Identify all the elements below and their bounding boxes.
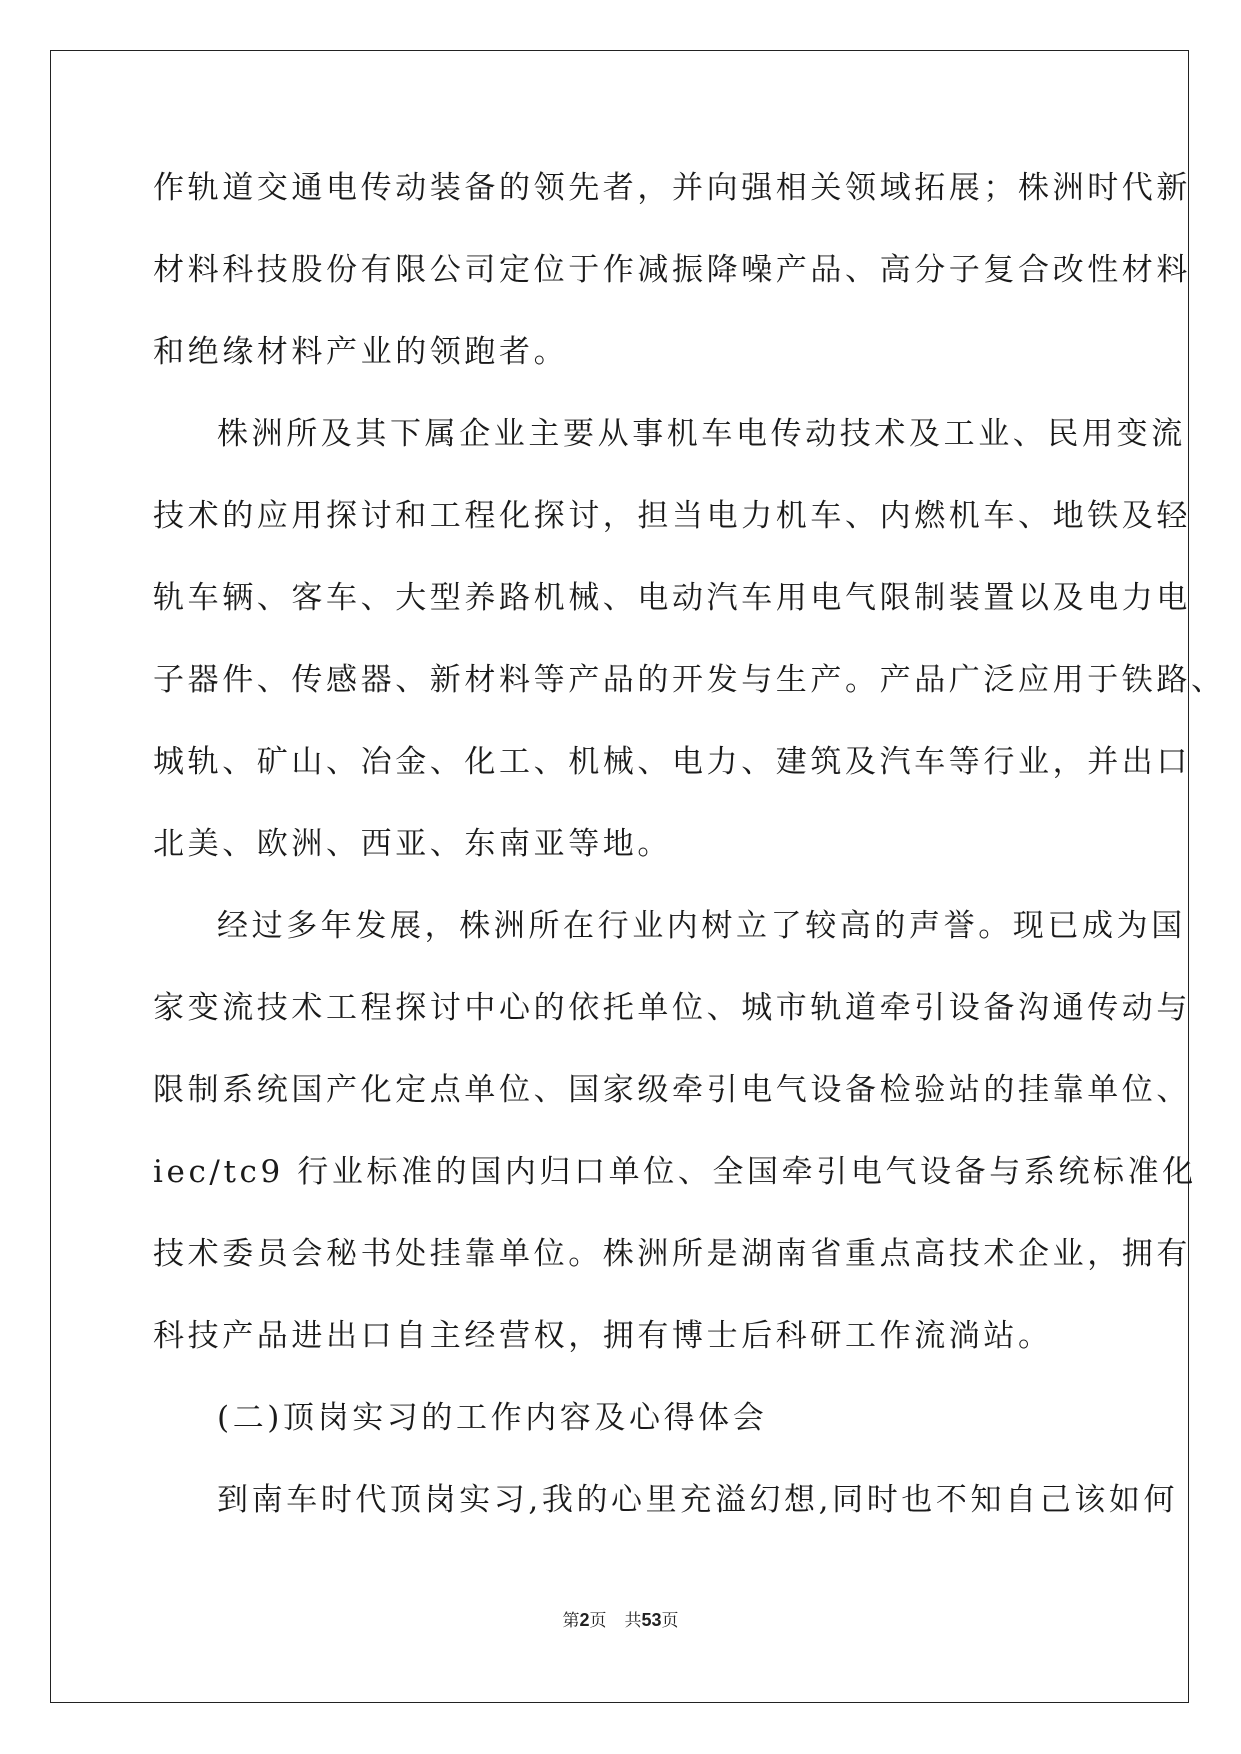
paragraph-line: 城轨、矿山、冶金、化工、机械、电力、建筑及汽车等行业，并出口 <box>153 744 1191 780</box>
total-suffix: 页 <box>661 1611 679 1631</box>
paragraph-line: 株洲所及其下属企业主要从事机车电传动技术及工业、民用变流 <box>217 416 1186 452</box>
paragraph-line: 限制系统国产化定点单位、国家级牵引电气设备检验站的挂靠单位、 <box>153 1072 1191 1108</box>
page-number: 2 <box>579 1610 590 1630</box>
paragraph-line: 轨车辆、客车、大型养路机械、电动汽车用电气限制装置以及电力电 <box>153 580 1191 616</box>
paragraph-line: 北美、欧洲、西亚、东南亚等地。 <box>153 826 672 862</box>
paragraph-line: 子器件、传感器、新材料等产品的开发与生产。产品广泛应用于铁路、 <box>153 662 1226 698</box>
paragraph-line: 技术的应用探讨和工程化探讨，担当电力机车、内燃机车、地铁及轻 <box>153 498 1191 534</box>
total-pages: 53 <box>641 1610 662 1630</box>
paragraph-line: 材料科技股份有限公司定位于作减振降噪产品、高分子复合改性材料 <box>153 252 1191 288</box>
section-heading: (二)顶岗实习的工作内容及心得体会 <box>217 1400 768 1436</box>
paragraph-line: 家变流技术工程探讨中心的依托单位、城市轨道牵引设备沟通传动与 <box>153 990 1191 1026</box>
paragraph-line: 经过多年发展，株洲所在行业内树立了较高的声誉。现已成为国 <box>217 908 1186 944</box>
page-footer <box>0 1606 1241 1631</box>
paragraph-line: 到南车时代顶岗实习,我的心里充溢幻想,同时也不知自己该如何 <box>217 1482 1179 1518</box>
paragraph-line: 技术委员会秘书处挂靠单位。株洲所是湖南省重点高技术企业，拥有 <box>153 1236 1191 1272</box>
document-body <box>153 158 1226 1552</box>
page-prefix: 第 <box>562 1611 580 1631</box>
paragraph-line: iec/tc9 行业标准的国内归口单位、全国牵引电气设备与系统标准化 <box>153 1154 1197 1190</box>
paragraph-line: 科技产品进出口自主经营权，拥有博士后科研工作流淌站。 <box>153 1318 1053 1354</box>
page-suffix: 页 <box>589 1611 607 1631</box>
paragraph-line: 作轨道交通电传动装备的领先者，并向强相关领域拓展；株洲时代新 <box>153 170 1191 206</box>
paragraph-line: 和绝缘材料产业的领跑者。 <box>153 334 569 370</box>
total-prefix: 共 <box>624 1611 642 1631</box>
